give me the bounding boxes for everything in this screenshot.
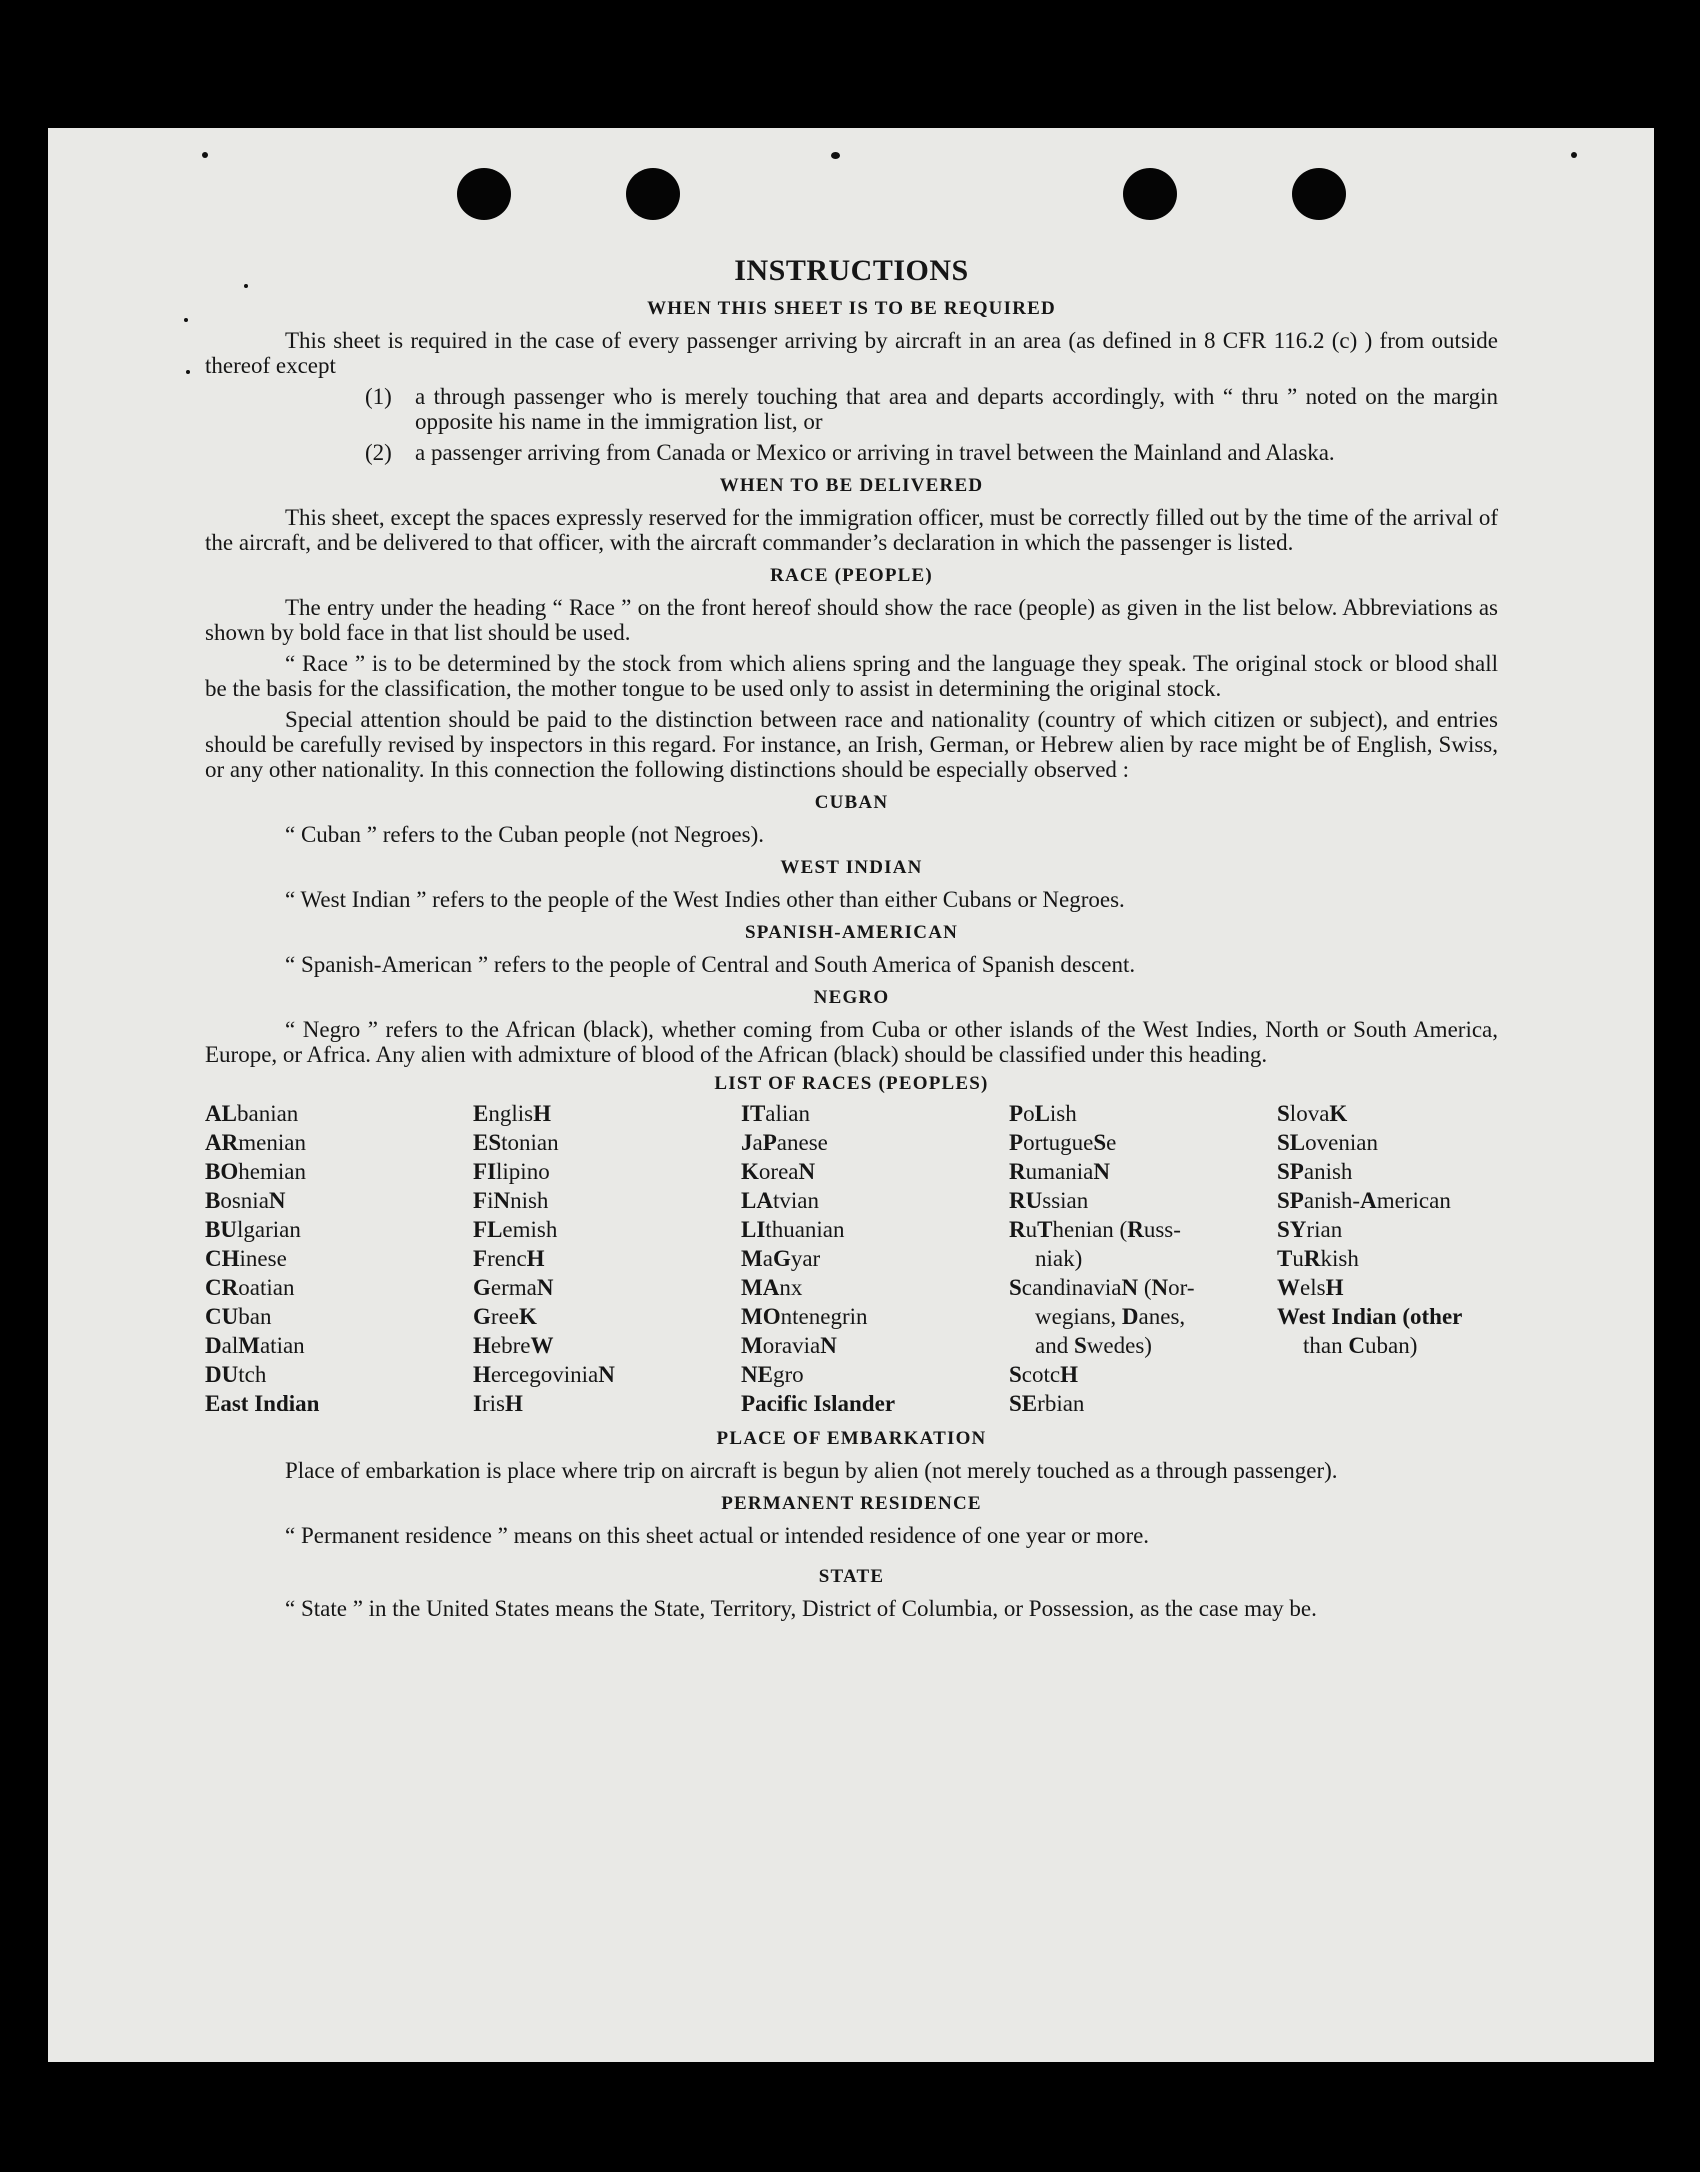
race-entry: WelsH	[1277, 1275, 1344, 1300]
section-heading-cuban: CUBAN	[814, 792, 889, 813]
race-entry: DalMatian	[205, 1333, 305, 1358]
race-entry: SPanish-American	[1277, 1188, 1451, 1213]
race-entry: RuThenian (Russ-	[1009, 1217, 1181, 1242]
races-column	[205, 1099, 473, 1418]
list-heading: LIST OF RACES (PEOPLES)	[714, 1073, 989, 1094]
punch-hole	[457, 168, 511, 220]
race-entry: SPanish	[1277, 1159, 1353, 1184]
paragraph-state: “ State ” in the United States means the State, Territory, District of Columbia, or Possession, as the case may be.	[285, 1596, 1317, 1621]
punch-hole	[1123, 168, 1177, 220]
race-entry: ALbanian	[205, 1101, 299, 1126]
item-number: (2)	[365, 440, 392, 465]
race-entry: NEgro	[741, 1362, 804, 1387]
section-heading-west-indian: WEST INDIAN	[780, 857, 923, 878]
race-entry: MOntenegrin	[741, 1304, 868, 1329]
race-entry: JaPanese	[741, 1130, 828, 1155]
paragraph-race: Special attention should be paid to the distinction between race and nationality (country of which citizen or subject), and entries should be carefully revised by inspectors in this regard. For instance, an Irish, German, or Hebrew alien by race might be of English, Swiss, or any other nationality. In this connection the following distinctions should be especially observed :	[205, 707, 1498, 782]
race-entry: TuRkish	[1277, 1246, 1359, 1271]
races-column	[1277, 1099, 1498, 1418]
section-heading-state: STATE	[818, 1566, 885, 1587]
race-entry: HebreW	[473, 1333, 554, 1358]
race-entry: CHinese	[205, 1246, 287, 1271]
race-entry: SErbian	[1009, 1391, 1085, 1416]
document-page	[48, 128, 1654, 2062]
paragraph-spanish-american: “ Spanish-American ” refers to the people of Central and South America of Spanish descent.	[285, 952, 1136, 977]
race-entry: RUssian	[1009, 1188, 1089, 1213]
paragraph-delivered: This sheet, except the spaces expressly reserved for the immigration officer, must be correctly filled out by the time of the arrival of the aircraft, and be delivered to that officer, with the aircraft commander’s declaration in which the passenger is listed.	[205, 505, 1498, 555]
race-entry: ARmenian	[205, 1130, 306, 1155]
races-column	[1009, 1099, 1277, 1418]
race-entry: IrisH	[473, 1391, 523, 1416]
race-entry: ScandinaviaN (Nor-	[1009, 1275, 1195, 1300]
races-column	[741, 1099, 1009, 1418]
paragraph-embarkation: Place of embarkation is place where trip on aircraft is begun by alien (not merely touched as a through passenger).	[285, 1458, 1338, 1483]
punch-hole	[1292, 168, 1346, 220]
race-entry: Pacific Islander	[741, 1391, 896, 1416]
race-entry: than Cuban)	[1303, 1333, 1418, 1358]
race-entry: KoreaN	[741, 1159, 816, 1184]
race-entry: GermaN	[473, 1275, 554, 1300]
races-list	[205, 1099, 1498, 1418]
speck	[1571, 152, 1577, 158]
race-entry: wegians, Danes,	[1035, 1304, 1186, 1329]
race-entry: ITalian	[741, 1101, 811, 1126]
paragraph-race: “ Race ” is to be determined by the stock from which aliens spring and the language they speak. The original stock or blood shall be the basis for the classification, the mother tongue to be used only to assist in determining the original stock.	[205, 651, 1498, 701]
race-entry: MoraviaN	[741, 1333, 837, 1358]
item-number: (1)	[365, 384, 392, 409]
race-entry: SlovaK	[1277, 1101, 1348, 1126]
race-entry: MaGyar	[741, 1246, 821, 1271]
section-heading-embarkation: PLACE OF EMBARKATION	[716, 1428, 987, 1449]
race-entry: GreeK	[473, 1304, 537, 1329]
race-entry: East Indian	[205, 1391, 320, 1416]
race-entry: BosniaN	[205, 1188, 286, 1213]
exception-item	[365, 384, 1498, 434]
speck	[184, 318, 188, 322]
section-heading-spanish-american: SPANISH-AMERICAN	[744, 922, 959, 943]
race-entry: HercegoviniaN	[473, 1362, 615, 1387]
race-entry: niak)	[1035, 1246, 1083, 1271]
paragraph-required: This sheet is required in the case of every passenger arriving by aircraft in an area (as defined in 8 CFR 116.2 (c) ) from outside thereof except	[205, 328, 1498, 378]
race-entry: PoLish	[1009, 1101, 1077, 1126]
race-entry: FiNnish	[473, 1188, 549, 1213]
race-entry: LAtvian	[741, 1188, 819, 1213]
section-heading-delivered: WHEN TO BE DELIVERED	[719, 475, 984, 496]
paragraph-residence: “ Permanent residence ” means on this sheet actual or intended residence of one year or more.	[285, 1523, 1150, 1548]
race-entry: SYrian	[1277, 1217, 1343, 1242]
race-entry: CUban	[205, 1304, 272, 1329]
page-title: INSTRUCTIONS	[734, 254, 969, 287]
instructions-content	[205, 254, 1498, 1627]
race-entry: FIlipino	[473, 1159, 550, 1184]
paragraph-negro: “ Negro ” refers to the African (black), whether coming from Cuba or other islands of the West Indies, North or South America, Europe, or Africa. Any alien with admixture of blood of the African (black) should be classified under this heading.	[205, 1017, 1498, 1067]
race-entry: MAnx	[741, 1275, 803, 1300]
race-entry: BUlgarian	[205, 1217, 301, 1242]
section-heading-negro: NEGRO	[813, 987, 890, 1008]
speck	[186, 370, 190, 374]
race-entry: CRoatian	[205, 1275, 295, 1300]
section-heading-required: WHEN THIS SHEET IS TO BE REQUIRED	[647, 298, 1056, 319]
speck	[831, 152, 840, 159]
race-entry: RumaniaN	[1009, 1159, 1110, 1184]
punch-hole	[626, 168, 680, 220]
races-column	[473, 1099, 741, 1418]
race-entry: FrencH	[473, 1246, 545, 1271]
race-entry: PortugueSe	[1009, 1130, 1117, 1155]
section-heading-residence: PERMANENT RESIDENCE	[721, 1493, 982, 1514]
race-entry: FLemish	[473, 1217, 558, 1242]
exception-item	[365, 440, 1498, 465]
paragraph-race: The entry under the heading “ Race ” on the front hereof should show the race (people) as given in the list below. Abbreviations as shown by bold face in that list should be used.	[205, 595, 1498, 645]
race-entry: ScotcH	[1009, 1362, 1079, 1387]
race-entry: BOhemian	[205, 1159, 306, 1184]
item-text: a through passenger who is merely touching that area and departs accordingly, with “ thru ” noted on the margin opposite his name in the immigration list, or	[415, 384, 1498, 434]
item-text: a passenger arriving from Canada or Mexico or arriving in travel between the Mainland and Alaska.	[415, 440, 1335, 465]
race-entry: LIthuanian	[741, 1217, 845, 1242]
race-entry: West Indian (other	[1277, 1304, 1463, 1329]
speck	[202, 152, 208, 158]
race-entry: EnglisH	[473, 1101, 551, 1126]
race-entry: DUtch	[205, 1362, 267, 1387]
race-entry: and Swedes)	[1035, 1333, 1152, 1358]
paragraph-cuban: “ Cuban ” refers to the Cuban people (not Negroes).	[285, 822, 765, 847]
race-entry: SLovenian	[1277, 1130, 1378, 1155]
section-heading-race: RACE (PEOPLE)	[770, 565, 933, 586]
race-entry: EStonian	[473, 1130, 559, 1155]
paragraph-west-indian: “ West Indian ” refers to the people of the West Indies other than either Cubans or Negroes.	[285, 887, 1125, 912]
